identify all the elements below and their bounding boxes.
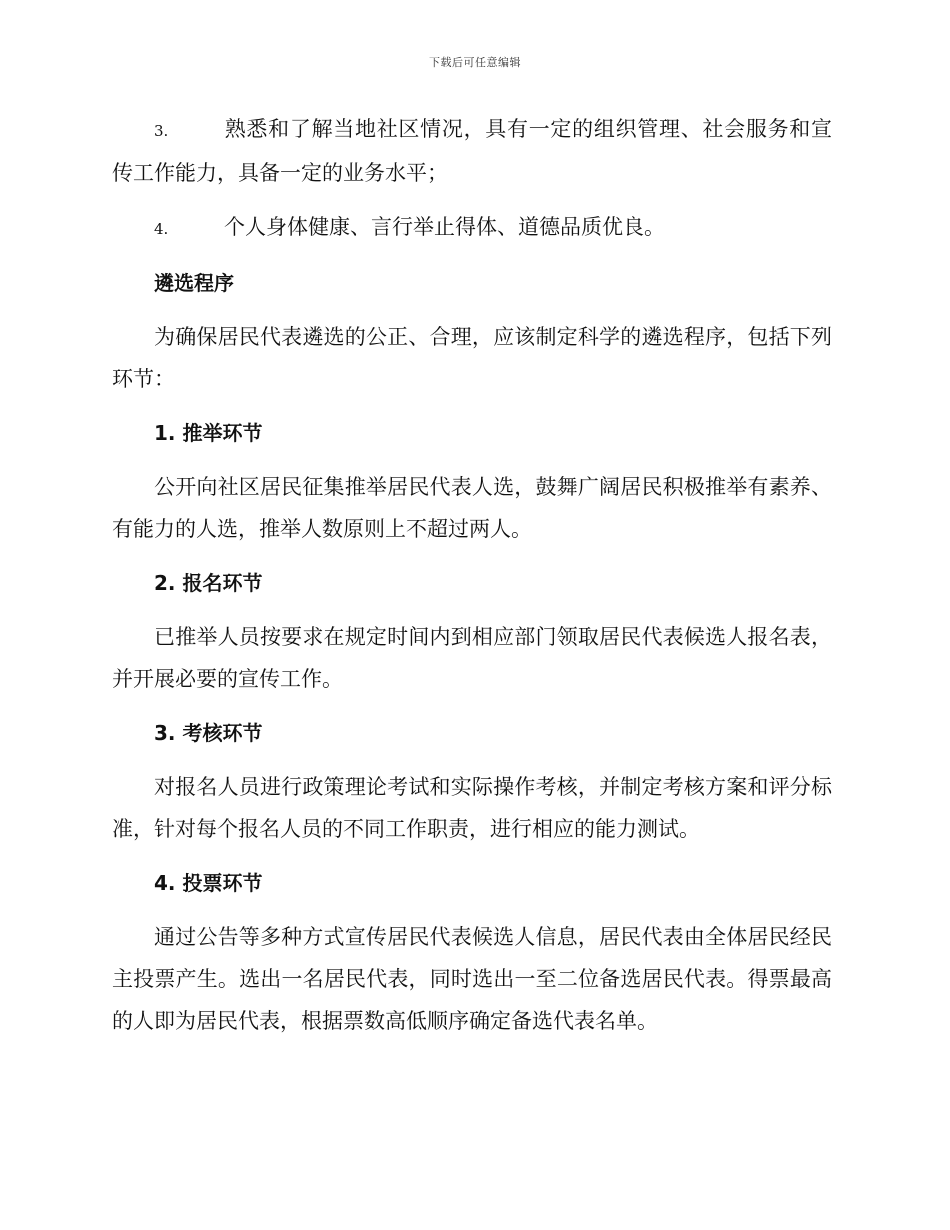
list-number: 4. <box>154 220 169 238</box>
page-header: 下载后可任意编辑 <box>429 56 521 69</box>
list-text: 熟悉和了解当地社区情况，具有一定的组织管理、社会服务和宣传工作能力，具备一定的业务水平； <box>112 117 832 185</box>
step-paragraph-2: 已推举人员按要求在规定时间内到相应部门领取居民代表候选人报名表，并开展必要的宣传工作。 <box>112 625 832 691</box>
step-heading-1: 1. 推举环节 <box>154 421 263 445</box>
document-body <box>112 108 832 1054</box>
list-item-3 <box>112 108 832 194</box>
step-heading-3: 3. 考核环节 <box>154 721 263 745</box>
step-paragraph-1: 公开向社区居民征集推举居民代表人选，鼓舞广阔居民积极推举有素养、有能力的人选，推举人数原则上不超过两人。 <box>112 475 832 541</box>
section-title: 遴选程序 <box>154 271 234 295</box>
step-heading-4: 4. 投票环节 <box>154 871 263 895</box>
list-text: 个人身体健康、言行举止得体、道德品质优良。 <box>224 215 665 239</box>
intro-paragraph: 为确保居民代表遴选的公正、合理，应该制定科学的遴选程序，包括下列环节： <box>112 325 832 391</box>
step-paragraph-3: 对报名人员进行政策理论考试和实际操作考核，并制定考核方案和评分标准，针对每个报名人员的不同工作职责，进行相应的能力测试。 <box>112 775 832 841</box>
step-paragraph-4: 通过公告等多种方式宣传居民代表候选人信息，居民代表由全体居民经民主投票产生。选出一名居民代表，同时选出一至二位备选居民代表。得票最高的人即为居民代表，根据票数高低顺序确定备选代表名单。 <box>112 925 832 1033</box>
step-heading-2: 2. 报名环节 <box>154 571 263 595</box>
list-number: 3. <box>154 122 169 140</box>
list-item-4 <box>112 206 832 250</box>
